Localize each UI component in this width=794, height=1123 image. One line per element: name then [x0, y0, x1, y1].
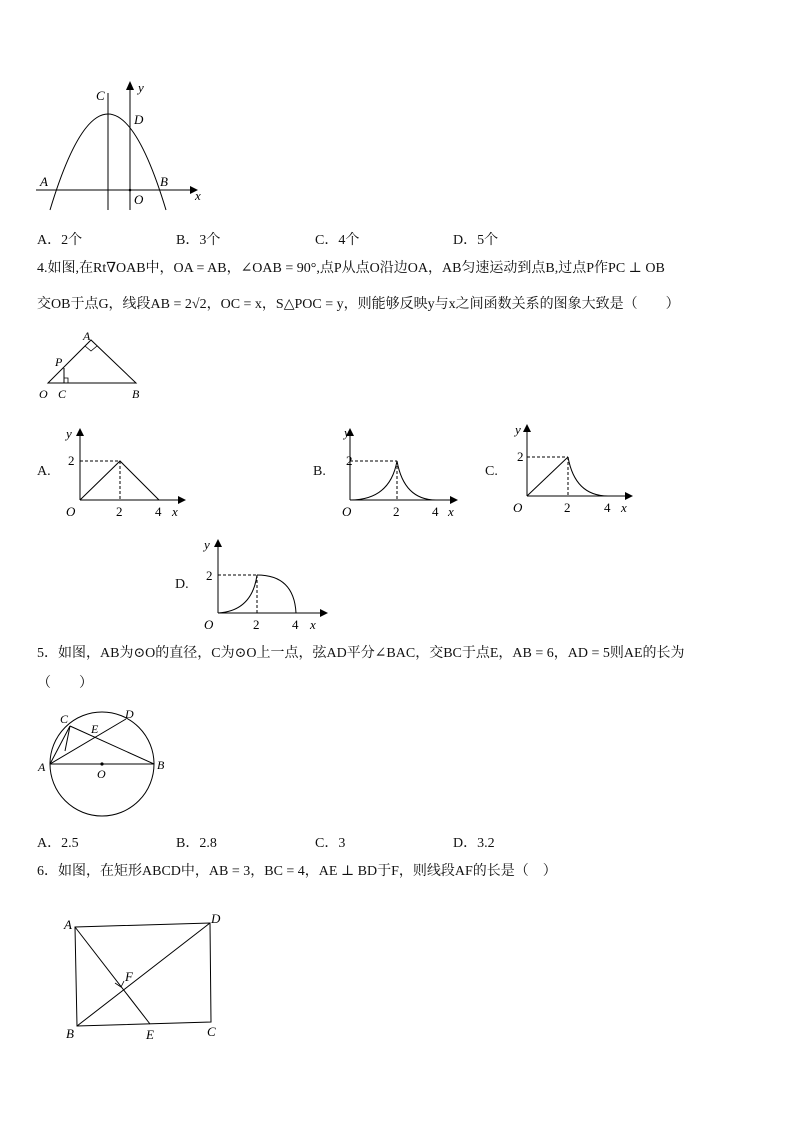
svg-text:4: 4 [292, 617, 299, 632]
svg-text:y: y [204, 537, 210, 552]
svg-text:F: F [125, 969, 133, 984]
svg-text:4: 4 [432, 504, 439, 519]
svg-text:x: x [310, 617, 316, 632]
svg-text:O: O [513, 500, 523, 515]
svg-text:x: x [172, 504, 178, 519]
svg-text:y: y [515, 422, 521, 437]
svg-text:y: y [66, 426, 72, 441]
svg-text:E: E [146, 1027, 154, 1042]
q5-text-line1: 5．如图，AB为⊙O的直径，C为⊙O上一点，弦AD平分∠BAC，交BC于点E，AB = 6，AD = 5则AE的长为 [37, 646, 685, 661]
q5-option-d[interactable]: D．3.2 [453, 836, 495, 851]
q3-option-d[interactable]: D．5个 [453, 233, 499, 248]
parabola-figure [30, 78, 210, 218]
q6-text-line1: 6．如图，在矩形ABCD中，AB = 3，BC = 4，AE ⊥ BD于F，则线段AF的长是（ ） [37, 864, 557, 879]
svg-text:O: O [342, 504, 352, 519]
q4-graph-d [196, 535, 332, 633]
label-C: C [96, 88, 105, 103]
q3-option-b[interactable]: B．3个 [176, 233, 221, 248]
svg-text:O: O [204, 617, 214, 632]
svg-text:2: 2 [564, 500, 571, 515]
tri-label-B: B [132, 387, 140, 401]
label-A: A [40, 174, 48, 189]
svg-text:E: E [91, 722, 99, 736]
svg-text:D: D [211, 911, 221, 926]
svg-text:2: 2 [517, 449, 524, 464]
q4-option-c[interactable]: C. [485, 464, 498, 479]
q5-option-a[interactable]: A．2.5 [37, 836, 79, 851]
q4-graph-b [330, 424, 462, 520]
svg-text:B: B [66, 1026, 74, 1041]
q4-option-a[interactable]: A. [37, 464, 51, 479]
q3-option-a[interactable]: A．2个 [37, 233, 83, 248]
q4-text-line1: 4.如图,在Rt∇OAB中，OA = AB，∠OAB = 90°,点P从点O沿边OA，AB匀速运动到点B,过点P作PC ⊥ OB [37, 261, 665, 276]
svg-text:2: 2 [68, 453, 75, 468]
q5-circle-figure [34, 702, 168, 820]
svg-text:O: O [66, 504, 76, 519]
label-B: B [160, 174, 168, 189]
svg-text:2: 2 [393, 504, 400, 519]
tri-label-A: A [83, 330, 91, 343]
svg-text:A: A [64, 917, 72, 932]
svg-text:y: y [344, 425, 350, 440]
svg-text:B: B [157, 758, 165, 772]
q4-graph-a [58, 424, 190, 520]
tri-label-O: O [39, 387, 48, 401]
tri-label-C: C [58, 387, 67, 401]
svg-text:x: x [621, 500, 627, 515]
svg-text:4: 4 [604, 500, 611, 515]
q4-option-d[interactable]: D. [175, 577, 189, 592]
svg-text:4: 4 [155, 504, 162, 519]
q5-option-c[interactable]: C．3 [315, 836, 346, 851]
svg-text:2: 2 [253, 617, 260, 632]
q4-triangle-figure [36, 330, 156, 402]
svg-text:2: 2 [206, 568, 213, 583]
svg-text:2: 2 [346, 453, 353, 468]
q5-text-line2: （ ） [37, 676, 93, 691]
q5-option-b[interactable]: B．2.8 [176, 836, 217, 851]
svg-text:A: A [38, 760, 46, 774]
q4-option-b[interactable]: B. [313, 464, 326, 479]
tri-label-P: P [55, 355, 63, 369]
svg-text:O: O [97, 767, 106, 781]
label-D: D [134, 112, 144, 127]
label-x: x [195, 188, 201, 203]
q6-rectangle-figure [60, 905, 230, 1045]
q3-option-c[interactable]: C．4个 [315, 233, 360, 248]
label-O: O [134, 192, 144, 207]
q4-text-line2: 交OB于点G，线段AB = 2√2，OC = x，S△POC = y，则能够反映y与x之间函数关系的图象大致是（ ） [37, 297, 680, 312]
q4-graph-c [505, 420, 637, 516]
label-y: y [138, 80, 144, 95]
svg-text:C: C [207, 1024, 216, 1039]
svg-text:C: C [60, 712, 69, 726]
svg-text:x: x [448, 504, 454, 519]
svg-text:2: 2 [116, 504, 123, 519]
svg-text:D: D [125, 707, 134, 721]
